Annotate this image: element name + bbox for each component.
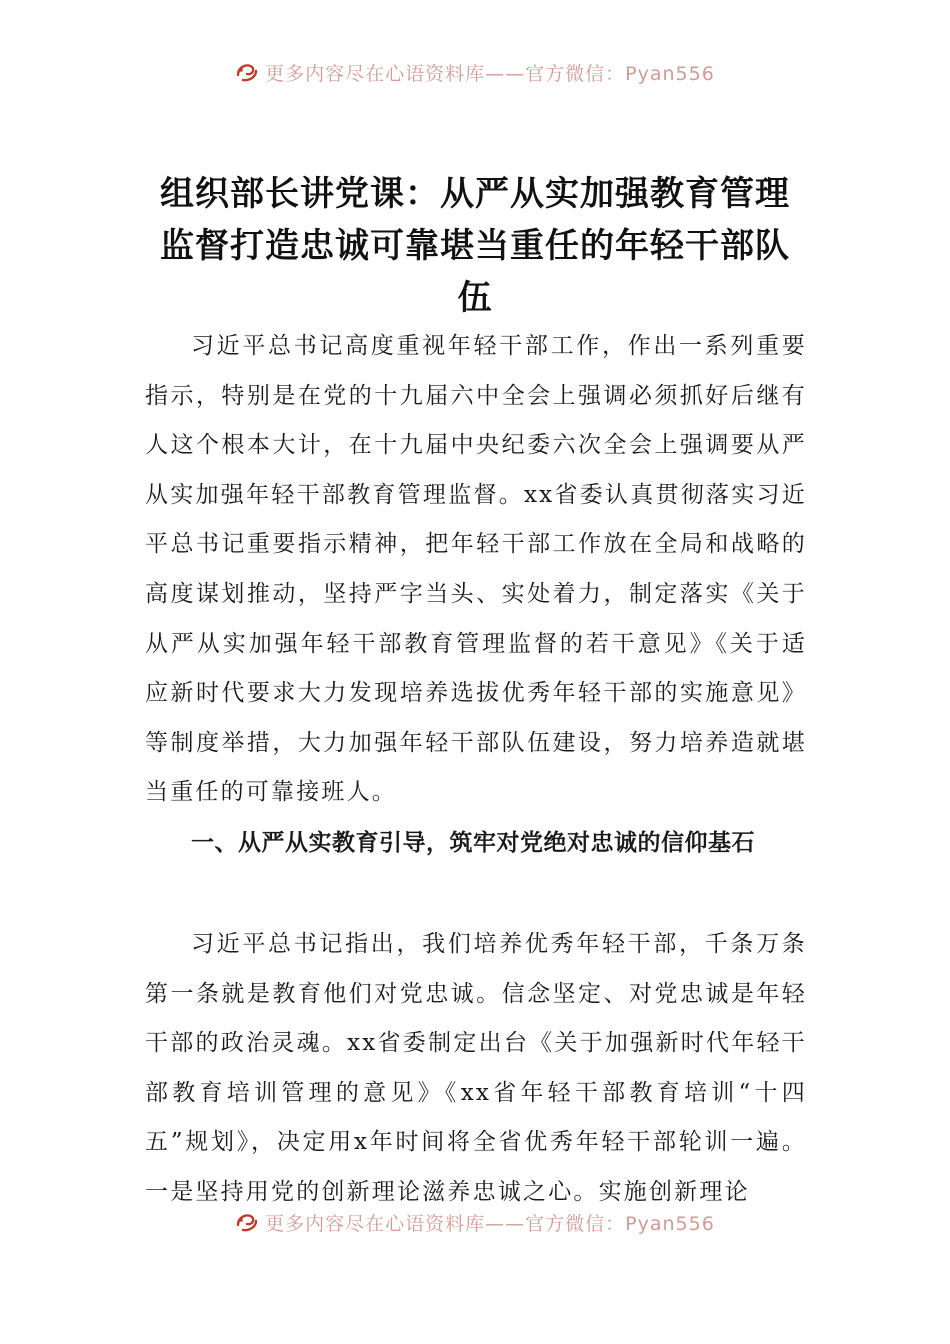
watermark-text: 更多内容尽在心语资料库——官方微信：Pyan556 bbox=[265, 62, 715, 85]
footer-watermark bbox=[0, 1208, 950, 1236]
document-title: 组织部长讲党课：从严从实加强教育管理监督打造忠诚可靠堪当重任的年轻干部队伍 bbox=[160, 174, 790, 318]
watermark-logo-icon bbox=[235, 1211, 259, 1233]
watermark-text: 更多内容尽在心语资料库——官方微信：Pyan556 bbox=[265, 1212, 715, 1235]
body-paragraph: 习近平总书记指出，我们培养优秀年轻干部，千条万条第一条就是教育他们对党忠诚。信念坚定、对党忠诚是年轻干部的政治灵魂。xx省委制定出台《关于加强新时代年轻干部教育培训管理的意见》《xx省年轻干部教育培训“十四五”规划》，决定用x年时间将全省优秀年轻干部轮训一遍。一是坚持用党的创新理论滋养忠诚之心。实施创新理论 bbox=[145, 931, 807, 1205]
watermark-logo-icon bbox=[235, 61, 259, 83]
body-paragraph: 习近平总书记高度重视年轻干部工作，作出一系列重要指示，特别是在党的十九届六中全会上强调必须抓好后继有人这个根本大计，在十九届中央纪委六次全会上强调要从严从实加强年轻干部教育管理监督。xx省委认真贯彻落实习近平总书记重要指示精神，把年轻干部工作放在全局和战略的高度谋划推动，坚持严字当头、实处着力，制定落实《关于从严从实加强年轻干部教育管理监督的若干意见》《关于适应新时代要求大力发现培养选拔优秀年轻干部的实施意见》等制度举措，大力加强年轻干部队伍建设，努力培养造就堪当重任的可靠接班人。 bbox=[145, 333, 807, 806]
header-watermark bbox=[0, 58, 950, 86]
section-heading: 一、从严从实教育引导，筑牢对党绝对忠诚的信仰基石 bbox=[191, 830, 755, 856]
